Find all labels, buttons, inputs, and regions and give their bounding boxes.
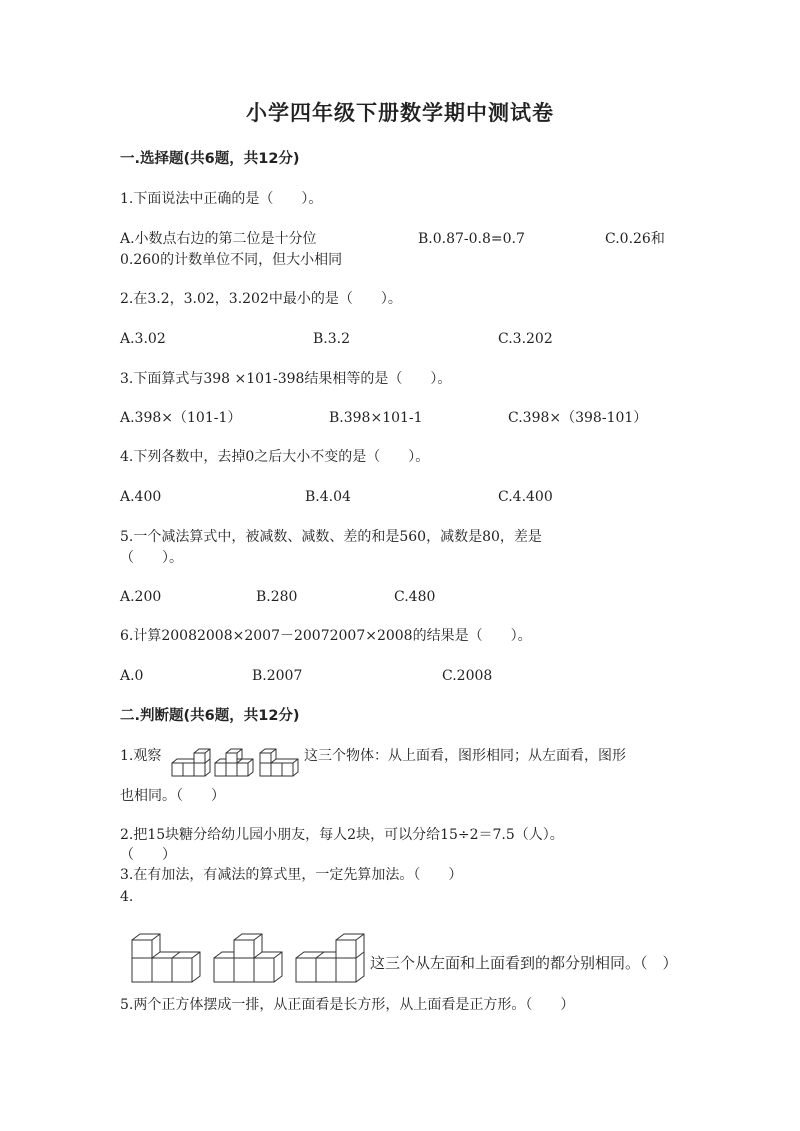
cube-object: [215, 749, 253, 776]
cube-object: [172, 749, 210, 776]
question-stem: 2.在3.2，3.02，3.202中最小的是（ ）。: [120, 291, 402, 307]
question-stem: 1.下面说法中正确的是（ ）。: [120, 191, 323, 207]
option-c: C.3.202: [498, 331, 553, 347]
question-prefix: 1.观察: [120, 748, 162, 764]
question-text: 这三个物体：从上面看，图形相同；从左面看，图形: [304, 748, 626, 764]
section-heading: 一.选择题(共6题，共12分): [120, 151, 300, 167]
option-b: B.4.04: [305, 489, 351, 505]
cube-object: [132, 934, 200, 982]
option-a: A.398×（101-1）: [120, 410, 242, 426]
question-stem: 4.下列各数中，去掉0之后大小不变的是（ ）。: [120, 449, 430, 465]
question-stem: 3.下面算式与398 ×101-398结果相等的是（ ）。: [120, 371, 452, 387]
option-c: C.4.400: [498, 489, 553, 505]
question-number: 4.: [120, 889, 134, 905]
question-stem: 5.一个减法算式中，被减数、减数、差的和是560，减数是80，差是: [120, 529, 542, 545]
question-text: 2.把15块糖分给幼儿园小朋友，每人2块，可以分给15÷2＝7.5（人）。: [120, 827, 564, 843]
option-b: B.0.87-0.8=0.7: [418, 231, 525, 247]
option-a: A.0: [120, 668, 144, 684]
option-b: B.2007: [252, 668, 303, 684]
option-continuation: 0.260的计数单位不同，但大小相同: [120, 252, 343, 268]
question-text: 这三个从左面和上面看到的都分别相同。（ ）: [370, 954, 678, 972]
option-a: A.小数点右边的第二位是十分位: [120, 231, 317, 247]
page-title: 小学四年级下册数学期中测试卷: [246, 100, 554, 125]
cube-stack-figure-large: [128, 932, 368, 994]
question-continuation: 也相同。（ ）: [120, 788, 225, 804]
option-c: C.2008: [442, 668, 493, 684]
option-a: A.200: [120, 589, 162, 605]
cube-stack-figure-small: [170, 747, 302, 781]
option-c: C.480: [394, 589, 436, 605]
cube-object: [260, 749, 298, 776]
question-stem: 6.计算20082008×2007－20072007×2008的结果是（ ）。: [120, 628, 532, 644]
option-b: B.280: [256, 589, 298, 605]
question-continuation: （ ）。: [120, 550, 183, 566]
question-continuation: （ ）: [120, 847, 176, 863]
option-c: C.398×（398-101）: [508, 410, 648, 426]
question-text: 3.在有加法，有减法的算式里，一定先算加法。（ ）: [120, 867, 463, 883]
option-b: B.3.2: [313, 331, 351, 347]
question-text: 5.两个正方体摆成一排，从正面看是长方形，从上面看是正方形。（ ）: [120, 997, 575, 1013]
cube-object: [296, 934, 364, 982]
section-heading: 二.判断题(共6题，共12分): [120, 708, 300, 724]
option-a: A.400: [120, 489, 162, 505]
option-c: C.0.26和: [605, 231, 665, 247]
option-b: B.398×101-1: [329, 410, 423, 426]
cube-object: [214, 934, 282, 982]
option-a: A.3.02: [120, 331, 166, 347]
